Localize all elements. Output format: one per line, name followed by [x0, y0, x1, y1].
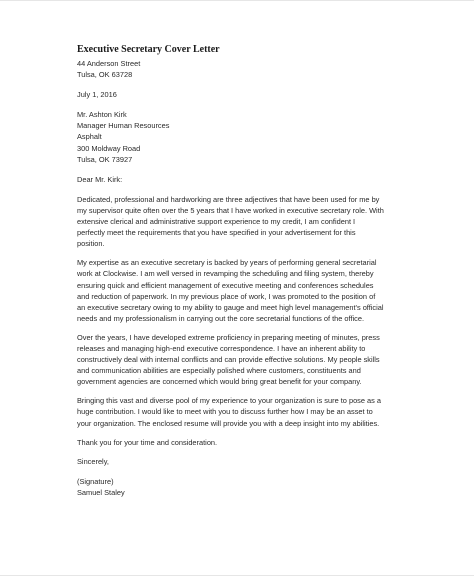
body-line: and reduction of paperwork. In my previous place of work, I was promoted to the position of: [77, 291, 376, 301]
body-line: huge contribution. I would like to meet with you to discuss further how I may be an asset to: [77, 407, 373, 417]
signer-name: Samuel Staley: [77, 487, 125, 497]
body-line: needs and my professionalism in carrying out the core secretarial functions of the office.: [77, 313, 365, 323]
body-paragraph-2: [77, 257, 395, 324]
recipient-city: Tulsa, OK 73927: [77, 154, 133, 164]
sender-city: Tulsa, OK 63728: [77, 70, 133, 80]
body-line: position.: [77, 239, 105, 249]
recipient-street: 300 Moldway Road: [77, 143, 141, 153]
sender-address: [77, 58, 395, 80]
letter-date: July 1, 2016: [77, 90, 117, 100]
body-line: Thank you for your time and consideration.: [77, 437, 218, 447]
body-line: an executive secretary owing to my ability to gauge and meet high level management's official: [77, 302, 384, 312]
recipient-position: Manager Human Resources: [77, 121, 170, 131]
body-line: Dedicated, professional and hardworking are three adjectives that have been used for me by: [77, 194, 380, 204]
body-line: Over the years, I have developed extreme proficiency in preparing meeting of minutes, press: [77, 332, 380, 342]
body-line: my supervisor quite often over the 5 years that I have worked in executive secretary role. With: [77, 205, 384, 215]
closing: Sincerely,: [77, 456, 109, 466]
body-line: your organization. The enclosed resume will provide you with a deep insight into my abilities.: [77, 418, 380, 428]
letter-title: Executive Secretary Cover Letter: [77, 44, 220, 55]
recipient-address: [77, 109, 395, 164]
body-line: Bringing this vast and diverse pool of my experience to your organization is sure to pose as a: [77, 396, 382, 406]
body-paragraph-3: [77, 332, 395, 387]
letter-body: [77, 194, 395, 448]
body-line: constructively deal with internal conflicts and can provide effective solutions. My people skills: [77, 355, 380, 365]
sender-street: 44 Anderson Street: [77, 59, 141, 68]
signature-placeholder: (Signature): [77, 476, 114, 486]
body-line: work at Clockwise. I am well versed in revamping the scheduling and filing system, thereby: [77, 269, 374, 279]
body-line: perfectly meet the requirements that you have specified in your advertisement for this: [77, 228, 356, 238]
body-line: government agencies are concerned which would bring great benefit for your company.: [77, 377, 362, 387]
body-paragraph-5: [77, 437, 395, 448]
top-border: [0, 0, 474, 1]
body-line: extensive clerical and administrative support experience to my credit, I am confident I: [77, 217, 356, 227]
recipient-company: Asphalt: [77, 132, 102, 142]
body-line: releases and managing high-end executive correspondence. I have an inherent ability to: [77, 343, 366, 353]
cover-letter: [77, 44, 395, 498]
body-paragraph-4: [77, 395, 395, 428]
body-line: My expertise as an executive secretary is backed by years of performing general secretarial: [77, 258, 377, 268]
salutation: Dear Mr. Kirk:: [77, 174, 123, 184]
body-paragraph-1: [77, 194, 395, 249]
body-line: ensuring quick and efficient management of executive meeting and conferences schedules: [77, 280, 374, 290]
body-line: and communication abilities are especially polished where customers, constituents and: [77, 366, 361, 376]
recipient-name: Mr. Ashton Kirk: [77, 110, 127, 120]
